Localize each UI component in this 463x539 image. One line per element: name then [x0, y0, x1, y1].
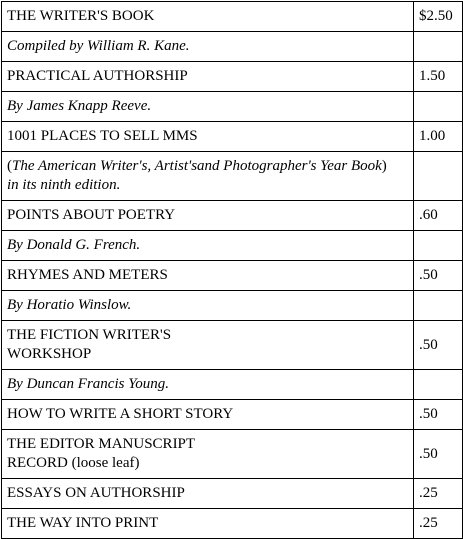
book-price-table	[1, 1, 463, 539]
table-row	[2, 509, 463, 539]
edition-note: in its ninth edition.	[7, 177, 121, 193]
empty-price-cell	[414, 92, 463, 122]
book-title	[2, 430, 414, 479]
table-row	[2, 479, 463, 509]
book-price: $2.50	[414, 2, 463, 32]
table-row	[2, 291, 463, 321]
book-author: By Donald G. French.	[2, 231, 414, 261]
table-row	[2, 152, 463, 201]
table-row	[2, 261, 463, 291]
empty-price-cell	[414, 370, 463, 400]
book-title: 1001 PLACES TO SELL MMS	[2, 122, 414, 152]
title-line-2: WORKSHOP	[7, 346, 92, 362]
book-title: POINTS ABOUT POETRY	[2, 201, 414, 231]
table-row	[2, 370, 463, 400]
book-author: Compiled by William R. Kane.	[2, 32, 414, 62]
book-title	[2, 321, 414, 370]
title-line-1: THE EDITOR MANUSCRIPT	[7, 436, 196, 452]
book-author: By James Knapp Reeve.	[2, 92, 414, 122]
book-price: .50	[414, 261, 463, 291]
title-line-1: THE FICTION WRITER'S	[7, 327, 172, 343]
book-author: By Duncan Francis Young.	[2, 370, 414, 400]
book-title: HOW TO WRITE A SHORT STORY	[2, 400, 414, 430]
book-title: RHYMES AND METERS	[2, 261, 414, 291]
table-row	[2, 400, 463, 430]
book-title: PRACTICAL AUTHORSHIP	[2, 62, 414, 92]
empty-price-cell	[414, 32, 463, 62]
book-price: .25	[414, 509, 463, 539]
table-row	[2, 201, 463, 231]
book-price: 1.50	[414, 62, 463, 92]
book-price: .25	[414, 479, 463, 509]
book-price: .50	[414, 430, 463, 479]
table-row	[2, 62, 463, 92]
empty-price-cell	[414, 231, 463, 261]
book-title: THE WRITER'S BOOK	[2, 2, 414, 32]
book-price: .50	[414, 400, 463, 430]
title-line-2: RECORD (loose leaf)	[7, 455, 140, 471]
empty-price-cell	[414, 152, 463, 201]
table-row	[2, 231, 463, 261]
book-price: 1.00	[414, 122, 463, 152]
table-row	[2, 2, 463, 32]
book-author: By Horatio Winslow.	[2, 291, 414, 321]
table-row	[2, 92, 463, 122]
empty-price-cell	[414, 291, 463, 321]
book-title: THE WAY INTO PRINT	[2, 509, 414, 539]
table-row	[2, 321, 463, 370]
table-row	[2, 32, 463, 62]
table-row	[2, 430, 463, 479]
book-description	[2, 152, 414, 201]
table-row	[2, 122, 463, 152]
book-title: ESSAYS ON AUTHORSHIP	[2, 479, 414, 509]
book-price: .50	[414, 321, 463, 370]
close-paren: )	[381, 158, 387, 174]
book-price: .60	[414, 201, 463, 231]
yearbook-title: The American Writer's, Artist'sand Photographer's Year Book	[12, 158, 382, 174]
open-paren: (	[7, 158, 12, 174]
